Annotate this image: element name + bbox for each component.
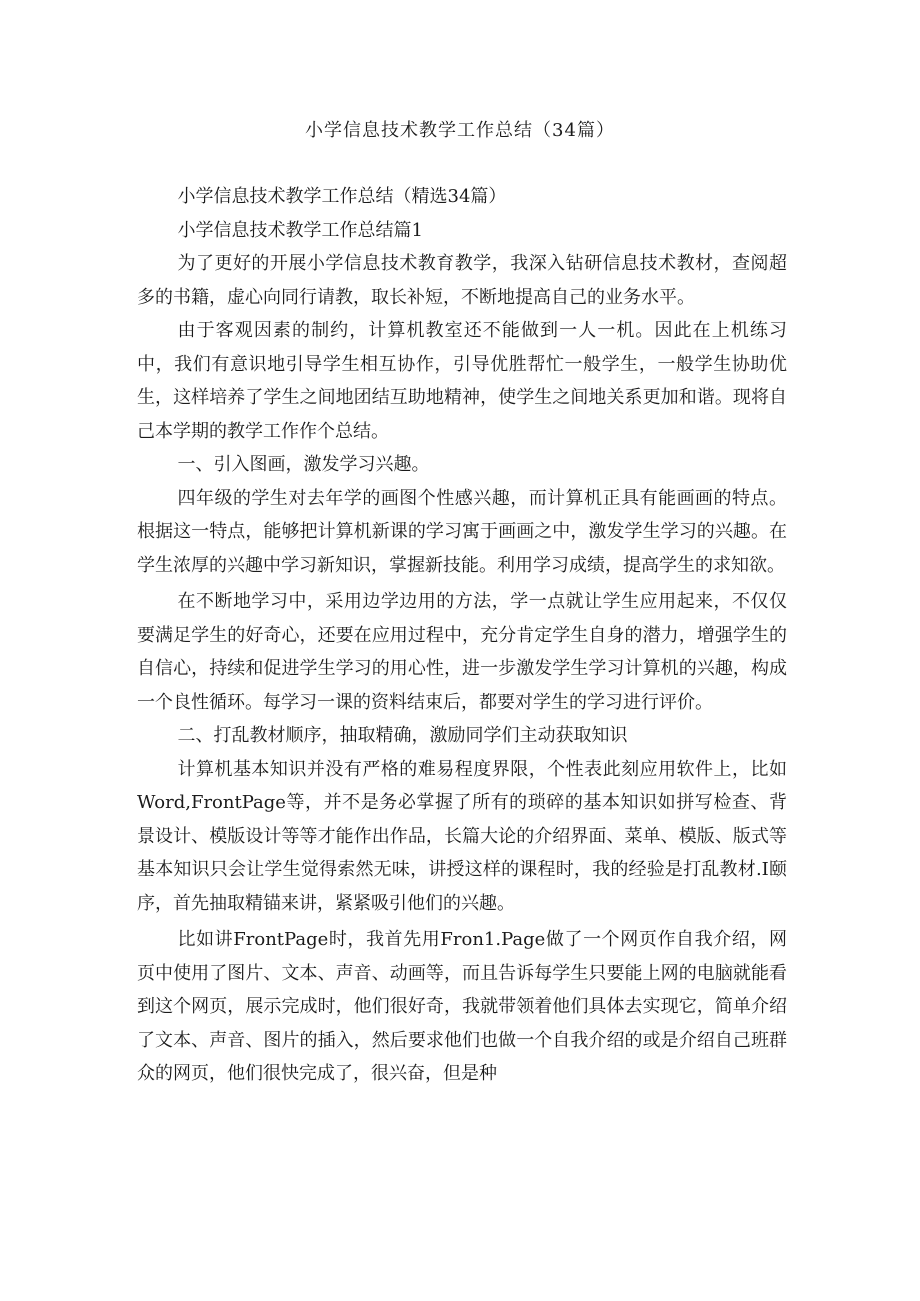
body-paragraph: 计算机基本知识并没有严格的难易程度界限，个性表此刻应用软件上，比如Word,FrontPage等，并不是务必掌握了所有的琐碎的基本知识如拼写检查、背景设计、模版设计等等才能作出作品，长篇大论的介绍界面、菜单、模版、版式等基本知识只会让学生觉得索然无味，讲授这样的课程时，我的经验是打乱教材.I颐序，首先抽取精锚来讲，紧紧吸引他们的兴趣。 bbox=[137, 758, 787, 914]
section-heading: 小学信息技术教学工作总结篇1 bbox=[177, 219, 423, 241]
section-heading: 二、打乱教材顺序，抽取精确，激励同学们主动获取知识 bbox=[177, 725, 628, 746]
document-title: 小学信息技术教学工作总结（34篇） bbox=[305, 120, 615, 141]
body-paragraph: 比如讲FrontPage时，我首先用Fron1.Page做了一个网页作自我介绍，网页中使用了图片、文本、声音、动画等，而且告诉每学生只要能上网的电脑就能看到这个网页，展示完成时，他们很好奇，我就带领着他们具体去实现它，简单介绍了文本、声音、图片的插入，然后要求他们也做一个自我介绍的或是介绍自己班群众的网页，他们很快完成了，很兴奋，但是种 bbox=[137, 929, 787, 1084]
section-heading: 一、引入图画，激发学习兴趣。 bbox=[177, 454, 430, 475]
body-paragraph: 为了更好的开展小学信息技术教育教学，我深入钻研信息技术教材，查阅超多的书籍，虚心向同行请教，取长补短，不断地提高自己的业务水平。 bbox=[137, 253, 787, 308]
body-paragraph: 四年级的学生对去年学的画图个性感兴趣，而计算机正具有能画画的特点。根据这一特点，能够把计算机新课的学习寓于画画之中，激发学生学习的兴趣。在学生浓厚的兴趣中学习新知识，掌握新技能。利用学习成绩，提高学生的求知欲。 bbox=[137, 487, 787, 576]
body-paragraph: 在不断地学习中，采用边学边用的方法，学一点就让学生应用起来，不仅仅要满足学生的好奇心，还要在应用过程中，充分肯定学生自身的潜力，增强学生的自信心，持续和促进学生学习的用心性，进一步激发学生学习计算机的兴趣，构成一个良性循环。每学习一课的资料结束后，都要对学生的学习进行评价。 bbox=[137, 591, 787, 713]
document-body bbox=[137, 180, 787, 1091]
subtitle-paragraph: 小学信息技术教学工作总结（精选34篇） bbox=[177, 186, 507, 207]
body-paragraph: 由于客观因素的制约，计算机教室还不能做到一人一机。因此在上机练习中，我们有意识地引导学生相互协作，引导优胜帮忙一般学生，一般学生协助优生，这样培养了学生之间地团结互助地精神，使学生之间地关系更加和谐。现将自己本学期的教学工作作个总结。 bbox=[137, 320, 787, 442]
